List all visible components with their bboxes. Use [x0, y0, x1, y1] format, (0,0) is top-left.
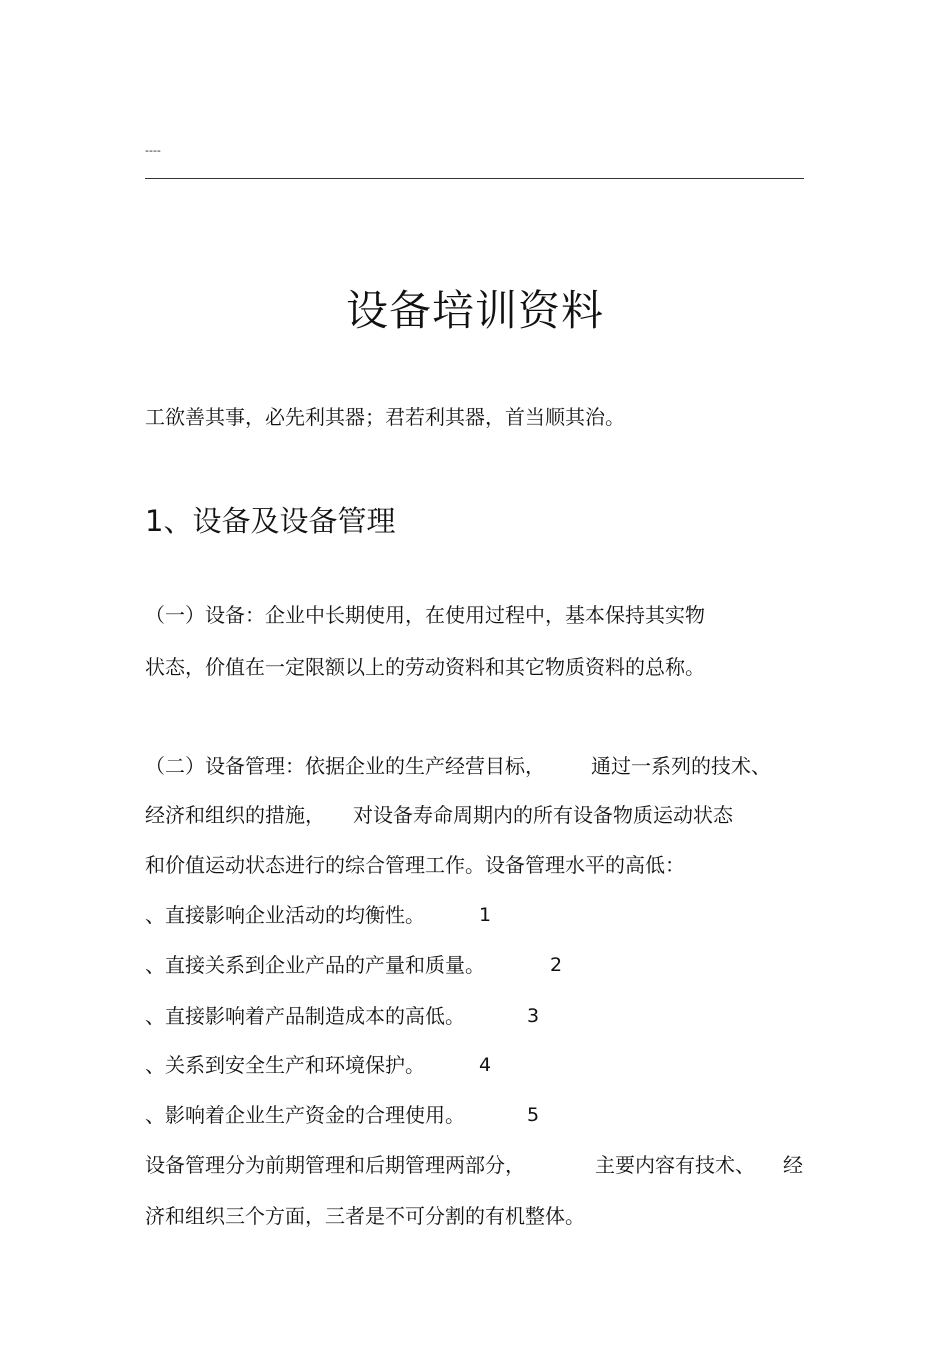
impact-text: 、影响着企业生产资金的合理使用。	[145, 1103, 465, 1127]
document-title: 设备培训资料	[345, 286, 604, 335]
impact-text: 、关系到安全生产和环境保护。	[145, 1053, 425, 1077]
impact-text: 、直接关系到企业产品的产量和质量。	[145, 953, 485, 977]
impact-number: 5	[527, 1104, 540, 1126]
impact-number: 3	[527, 1005, 540, 1027]
definition-management-line-1a: （二）设备管理：依据企业的生产经营目标，	[145, 754, 545, 778]
summary-line-1c: 经	[783, 1153, 803, 1177]
impact-number: 2	[550, 954, 563, 976]
definition-management-line-3: 和价值运动状态进行的综合管理工作。设备管理水平的高低：	[145, 853, 685, 877]
summary-line-1a: 设备管理分为前期管理和后期管理两部分，	[145, 1153, 525, 1177]
definition-management-line-2b: 对设备寿命周期内的所有设备物质运动状态	[353, 803, 733, 827]
summary-line-2: 济和组织三个方面，三者是不可分割的有机整体。	[145, 1204, 585, 1228]
section-heading: 1、设备及设备管理	[145, 504, 396, 538]
summary-line-1b: 主要内容有技术、	[595, 1153, 755, 1177]
definition-equipment-line-1: （一）设备：企业中长期使用，在使用过程中，基本保持其实物	[145, 603, 705, 627]
header-mark: ----	[145, 144, 161, 157]
impact-text: 、直接影响企业活动的均衡性。	[145, 903, 425, 927]
impact-text: 、直接影响着产品制造成本的高低。	[145, 1004, 465, 1028]
header-rule	[145, 178, 804, 179]
impact-number: 1	[479, 904, 492, 926]
epigraph: 工欲善其事，必先利其器；君若利其器，首当顺其治。	[145, 405, 625, 429]
impact-number: 4	[479, 1054, 492, 1076]
definition-management-line-1b: 通过一系列的技术、	[591, 754, 771, 778]
definition-management-line-2a: 经济和组织的措施，	[145, 803, 325, 827]
definition-equipment-line-2: 状态，价值在一定限额以上的劳动资料和其它物质资料的总称。	[145, 655, 705, 679]
